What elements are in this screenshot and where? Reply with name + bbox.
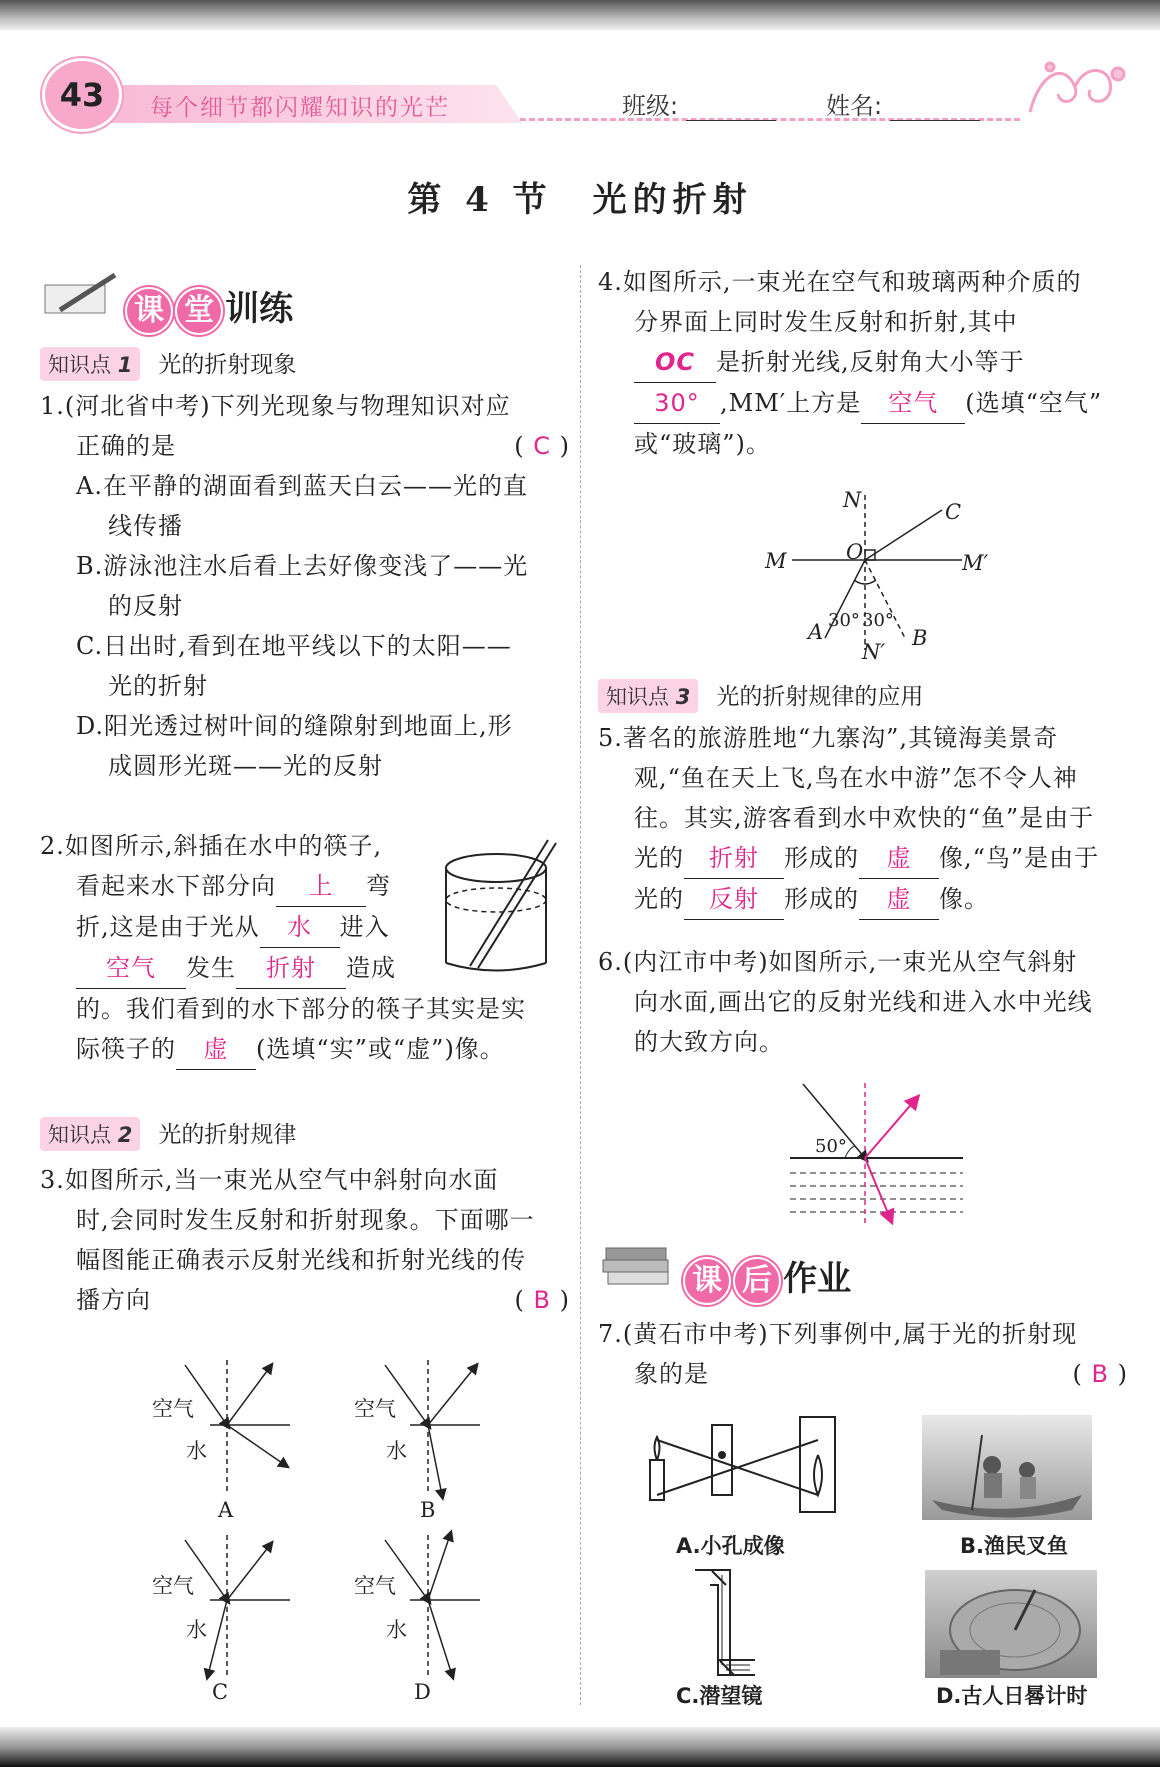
periscope-image <box>690 1565 760 1683</box>
bottom-edge <box>0 1727 1160 1767</box>
section-title: 作业 <box>783 1259 852 1299</box>
section-classroom-training <box>40 270 293 335</box>
label-o: O <box>846 540 864 564</box>
q6-water-diagram <box>785 1078 965 1228</box>
class-field: 班级: <box>622 86 776 121</box>
flower-ornament-icon <box>1020 52 1130 122</box>
label-water: 水 <box>186 1439 207 1463</box>
angle-label-50: 50° <box>815 1136 847 1157</box>
section-badge: 课 <box>683 1257 731 1305</box>
label-water: 水 <box>186 1618 207 1642</box>
slogan: 每个细节都闪耀知识的光芒 <box>150 95 450 121</box>
kp1-heading: 知识点 1 光的折射现象 <box>40 346 296 381</box>
q1-answer: C <box>533 432 551 460</box>
q3-answer: B <box>533 1286 551 1314</box>
sundial-image <box>925 1570 1097 1678</box>
fig-label-c: C <box>212 1680 229 1704</box>
label-air: 空气 <box>354 1397 396 1421</box>
q7-answer: B <box>1091 1360 1109 1388</box>
section-badge: 后 <box>733 1257 781 1305</box>
label-air: 空气 <box>354 1574 396 1598</box>
notebook-icon <box>40 270 120 320</box>
fig-label-d: D <box>414 1680 431 1704</box>
fig-label-b: B <box>420 1498 436 1522</box>
column-divider <box>580 265 581 1705</box>
kp3-heading: 知识点 3 光的折射规律的应用 <box>598 678 923 713</box>
label-n-prime: N′ <box>862 640 886 664</box>
question-6: 6.(内江市中考)如图所示,一束光从空气斜射 向水面,画出它的反射光线和进入水中光线 的大致方向。 <box>598 948 1093 1056</box>
name-field: 姓名: <box>826 86 980 121</box>
question-4: 4.如图所示,一束光在空气和玻璃两种介质的 分界面上同时发生反射和折射,其中 OC 是折射光线,反射角大小等于 30° ,MM′上方是 空气 (选填“空气” 或“玻璃”)。 <box>598 268 1103 458</box>
q3-diagrams <box>150 1355 490 1705</box>
label-c: C <box>945 500 962 524</box>
section-badge: 堂 <box>175 287 223 335</box>
label-m: M <box>765 549 787 573</box>
option-b-caption: B.渔民叉鱼 <box>960 1534 1068 1558</box>
question-1: 1.(河北省中考)下列光现象与物理知识对应 正确的是 ( C ) A.在平静的湖面看到蓝天白云——光的直 线传播 B.游泳池注水后看上去好像变浅了——光 的反射 C.日出时,看到在地平线以下的太阳—— 光的折射 D.阳光透过树叶间的缝隙射到地面上,形 成圆形光斑——光的反射 <box>40 392 570 780</box>
page-number: 43 <box>42 58 122 132</box>
question-5: 5.著名的旅游胜地“九寨沟”,其镜海美景奇 观,“鱼在天上飞,鸟在水中游”怎不令人神 往。其实,游客看到水中欢快的“鱼”是由于 光的 折射 形成的 虚 像,“鸟”是由于 光的 反射 形成的 虚 像。 <box>598 718 1128 920</box>
label-b: B <box>912 626 928 650</box>
page-title: 第 4 节 光的折射 <box>407 180 753 220</box>
books-icon <box>598 1240 678 1290</box>
fig-label-a: A <box>218 1498 234 1522</box>
label-water: 水 <box>386 1439 407 1463</box>
pinhole-camera-image <box>640 1415 850 1515</box>
question-3: 3.如图所示,当一束光从空气中斜射向水面 时,会同时发生反射和折射现象。下面哪一 幅图能正确表示反射光线和折射光线的传 播方向 ( B ) <box>40 1166 570 1314</box>
option-d-caption: D.古人日晷计时 <box>936 1684 1088 1708</box>
top-edge <box>0 0 1160 30</box>
fisherman-image <box>922 1415 1092 1520</box>
section-homework <box>598 1240 851 1305</box>
angle-label-b: 30° <box>862 610 894 631</box>
label-m-prime: M′ <box>962 551 989 575</box>
label-a: A <box>808 620 824 644</box>
option-a-caption: A.小孔成像 <box>676 1534 785 1558</box>
section-badge: 课 <box>125 287 173 335</box>
kp2-heading: 知识点 2 光的折射规律 <box>40 1116 296 1151</box>
label-n: N <box>843 488 862 512</box>
label-air: 空气 <box>152 1397 194 1421</box>
angle-label-a: 30° <box>828 610 860 631</box>
question-2: 2.如图所示,斜插在水中的筷子, 看起来水下部分向 上 弯 折,这是由于光从 水 进入 空气 发生 折射 造成 的。我们看到的水下部分的筷子其实是实 际筷子的 虚 (选填“实”或“虚”)像。 <box>40 826 570 1070</box>
label-air: 空气 <box>152 1574 194 1598</box>
label-water: 水 <box>386 1618 407 1642</box>
question-7: 7.(黄石市中考)下列事例中,属于光的折射现 象的是 ( B ) <box>598 1320 1128 1388</box>
chopstick-in-cup-figure <box>438 838 568 978</box>
option-c-caption: C.潜望镜 <box>676 1684 763 1708</box>
section-title: 训练 <box>225 289 294 329</box>
